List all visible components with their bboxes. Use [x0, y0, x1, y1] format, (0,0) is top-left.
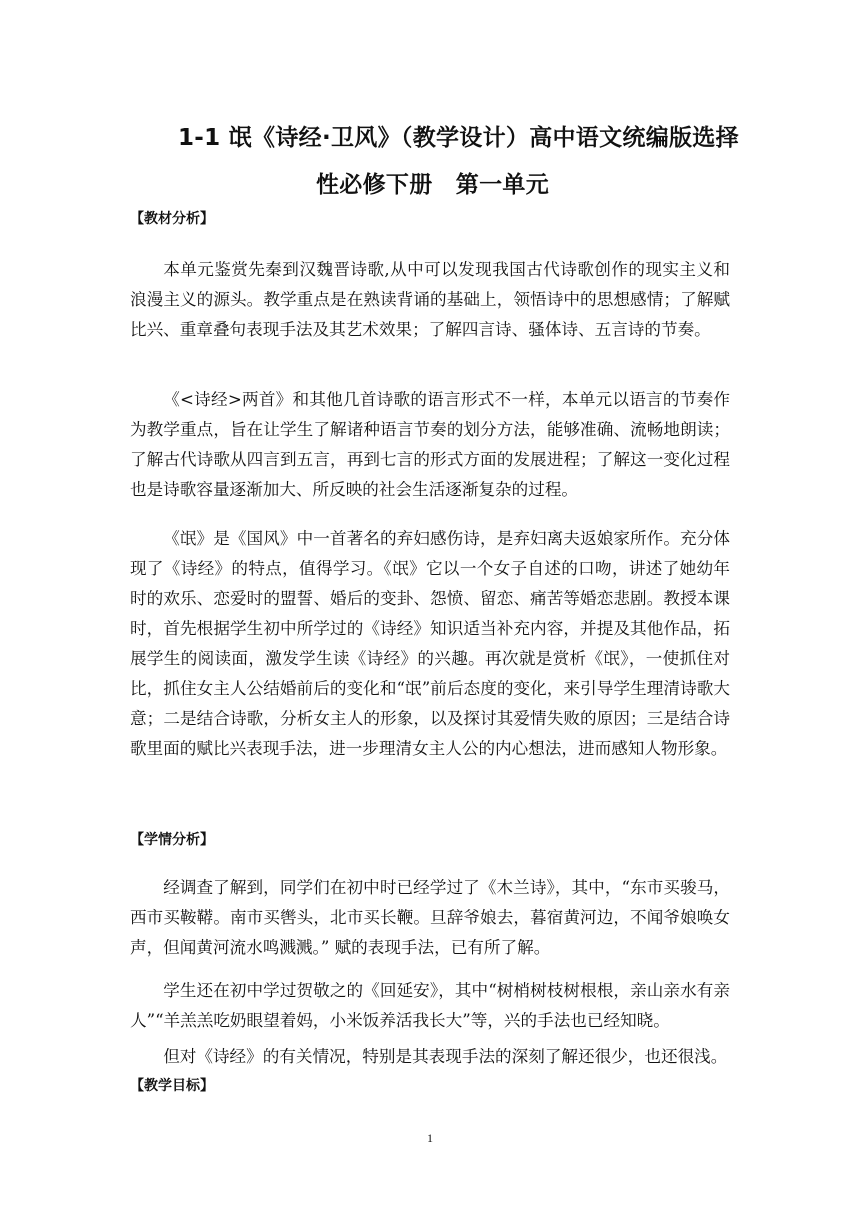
paragraph-learner-1: 经调查了解到，同学们在初中时已经学过了《木兰诗》，其中，“东市买骏马，西市买鞍鞯。南市买辔头，北市买长鞭。旦辞爷娘去，暮宿黄河边，不闻爷娘唤女声，但闻黄河流水鸣溅溅。” 赋的表现手法，已有所了解。: [130, 878, 730, 957]
section-heading-teaching-goals: 【教学目标】: [130, 1078, 214, 1094]
paragraph-material-2: 《<诗经>两首》和其他几首诗歌的语言形式不一样，本单元以语言的节奏作为教学重点，旨在让学生了解诸种语言节奏的划分方法，能够准确、流畅地朗读；了解古代诗歌从四言到五言，再到七言的形式方面的发展进程；了解这一变化过程也是诗歌容量逐渐加大、所反映的社会生活逐渐复杂的过程。: [130, 390, 730, 499]
section-heading-material-analysis: 【教材分析】: [130, 211, 214, 227]
paragraph-material-3: 《氓》是《国风》中一首著名的弃妇感伤诗，是弃妇离夫返娘家所作。充分体现了《诗经》的特点，值得学习。《氓》它以一个女子自述的口吻，讲述了她幼年时的欢乐、恋爱时的盟誓、婚后的变卦、怨愤、留恋、痛苦等婚恋悲剧。教授本课时，首先根据学生初中所学过的《诗经》知识适当补充内容，并提及其他作品，拓展学生的阅读面，激发学生读《诗经》的兴趣。再次就是赏析《氓》，一使抓住对比，抓住女主人公结婚前后的变化和“氓”前后态度的变化，来引导学生理清诗歌大意；二是结合诗歌，分析女主人的形象，以及探讨其爱情失败的原因；三是结合诗歌里面的赋比兴表现手法，进一步理清女主人公的内心想法，进而感知人物形象。: [130, 529, 730, 758]
paragraph-learner-3: 但对《诗经》的有关情况，特别是其表现手法的深刻了解还很少，也还很浅。: [163, 1047, 728, 1066]
page-number: 1: [427, 1131, 433, 1145]
document-title-line-2: 性必修下册 第一单元: [316, 172, 549, 198]
document-title-line-1: 1-1 氓《诗经·卫风》（教学设计）高中语文统编版选择: [178, 125, 739, 151]
paragraph-learner-2: 学生还在初中学过贺敬之的《回延安》，其中“树梢树枝树根根，亲山亲水有亲人”“羊羔羔吃奶眼望着妈，小米饭养活我长大”等，兴的手法也已经知晓。: [130, 981, 730, 1030]
section-heading-learner-analysis: 【学情分析】: [130, 832, 214, 848]
paragraph-material-1: 本单元鉴赏先秦到汉魏晋诗歌,从中可以发现我国古代诗歌创作的现实主义和浪漫主义的源头。教学重点是在熟读背诵的基础上，领悟诗中的思想感情；了解赋比兴、重章叠句表现手法及其艺术效果；了解四言诗、骚体诗、五言诗的节奏。: [130, 260, 730, 339]
